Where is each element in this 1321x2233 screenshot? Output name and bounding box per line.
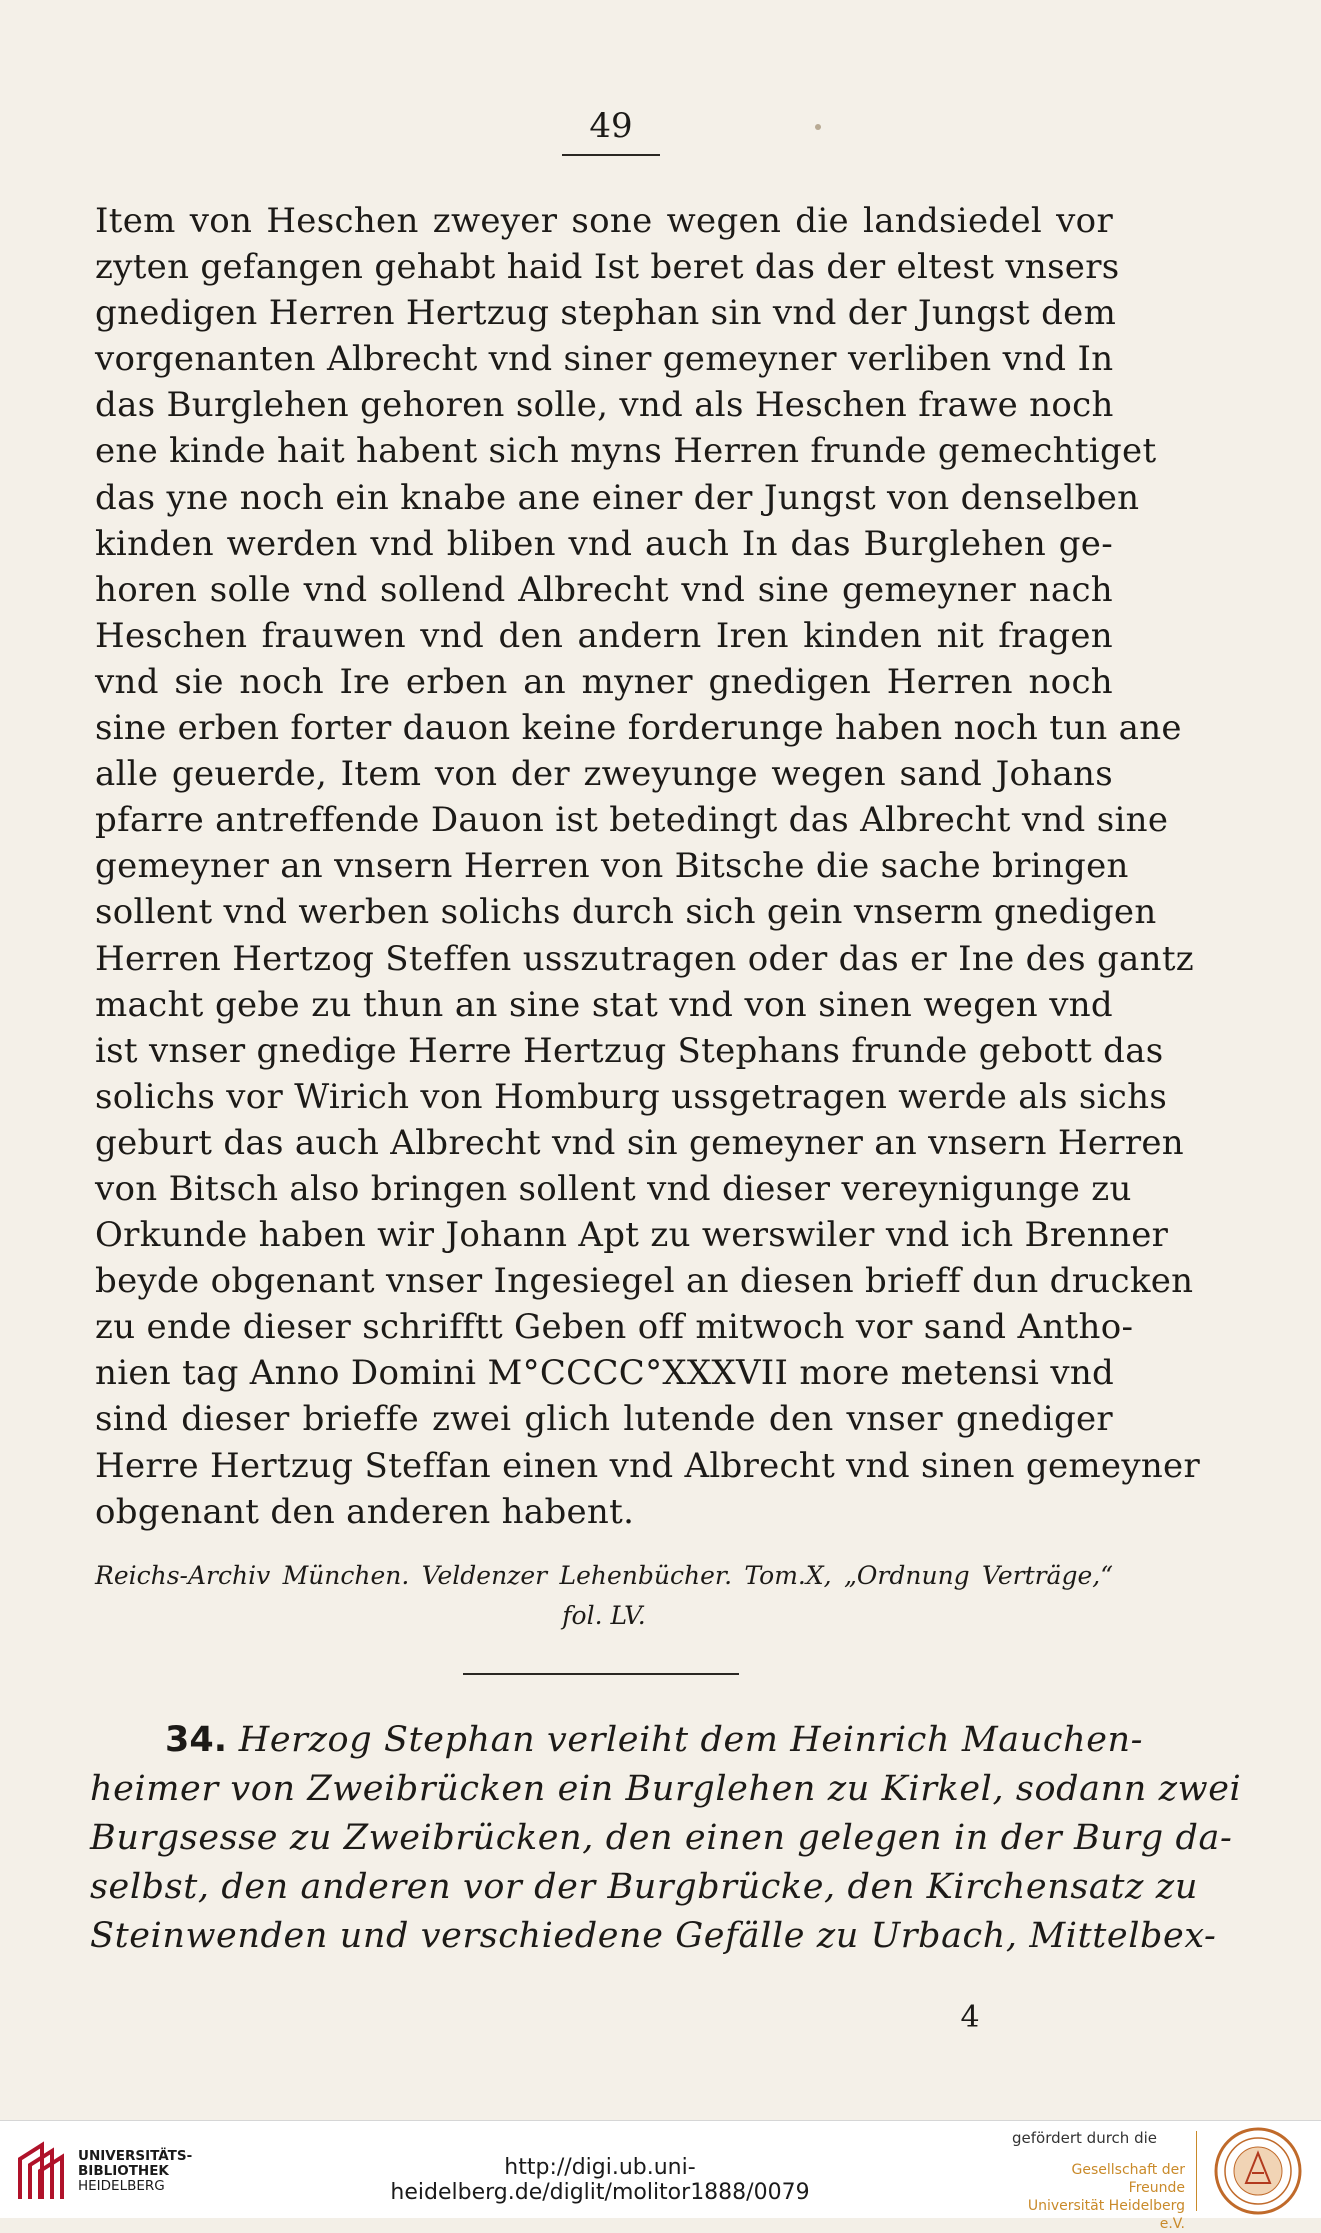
library-name: UNIVERSITÄTS- BIBLIOTHEK HEIDELBERG	[78, 2148, 193, 2194]
sponsor-divider	[1196, 2131, 1197, 2211]
text-line: sine erben forter dauon keine forderunge haben noch tun ane	[95, 708, 1182, 749]
heading-line: Burgsesse zu Zweibrücken, den einen gelegen in der Burg da-	[90, 1818, 1233, 1858]
text-line: sollent vnd werben solichs durch sich gein vnserm gnedigen	[95, 892, 1157, 933]
heading-text: Herzog Stephan verleiht dem Heinrich Mauchen-	[238, 1720, 1144, 1760]
heading-line: Steinwenden und verschiedene Gefälle zu Urbach, Mittelbex-	[90, 1916, 1217, 1956]
text-line: Heschen frauwen vnd den andern Iren kinden nit fragen	[95, 615, 1113, 656]
document-body	[95, 198, 1201, 1535]
source-citation	[95, 1556, 1113, 1636]
heading-line	[90, 1716, 1144, 1765]
section-number: 34.	[165, 1720, 228, 1760]
citation-line: Reichs-Archiv München. Veldenzer Lehenbücher. Tom.X, „Ordnung Verträge,“	[95, 1561, 1113, 1590]
footer-bar	[0, 2120, 1321, 2232]
text-line: Orkunde haben wir Johann Apt zu werswiler vnd ich Brenner	[95, 1215, 1169, 1256]
text-line: pfarre antreffende Dauon ist betedingt das Albrecht vnd sine	[95, 800, 1169, 841]
text-line: obgenant den anderen habent.	[95, 1491, 635, 1532]
page-number: 49	[589, 106, 633, 146]
text-line: ist vnser gnedige Herre Hertzug Stephans frunde gebott das	[95, 1030, 1164, 1071]
heading-line: selbst, den anderen vor der Burgbrücke, den Kirchensatz zu	[90, 1867, 1198, 1907]
text-line: ene kinde hait habent sich myns Herren frunde gemechtiget	[95, 431, 1157, 472]
text-line: beyde obgenant vnser Ingesiegel an diesen brieff dun drucken	[95, 1261, 1194, 1302]
text-line: sind dieser brieffe zwei glich lutende den vnser gnediger	[95, 1399, 1113, 1440]
text-line: vorgenanten Albrecht vnd siner gemeyner verliben vnd In	[95, 339, 1114, 380]
sponsor-name: Gesellschaft der Freunde Universität Heidelberg e.V.	[1027, 2162, 1185, 2232]
text-line: Item von Heschen zweyer sone wegen die landsiedel vor	[95, 201, 1113, 241]
text-line: gnedigen Herren Hertzug stephan sin vnd der Jungst dem	[95, 293, 1117, 334]
text-line: horen solle vnd sollend Albrecht vnd sine gemeyner nach	[95, 569, 1113, 610]
text-line: alle geuerde, Item von der zweyunge wegen sand Johans	[95, 754, 1113, 795]
university-seal-icon	[1214, 2127, 1302, 2215]
text-line: gemeyner an vnsern Herren von Bitsche die sache bringen	[95, 846, 1129, 887]
heading-line: heimer von Zweibrücken ein Burglehen zu Kirkel, sodann zwei	[90, 1769, 1242, 1809]
text-line: nien tag Anno Domini M°CCCC°XXXVII more metensi vnd	[95, 1353, 1115, 1394]
text-line: von Bitsch also bringen sollent vnd dieser vereynigunge zu	[95, 1168, 1132, 1209]
text-line: solichs vor Wirich von Homburg ussgetragen werde als sichs	[95, 1076, 1168, 1117]
ub-heidelberg-logo-icon	[14, 2141, 72, 2203]
page-number-rule	[562, 154, 660, 156]
citation-folio: fol. LV.	[562, 1601, 646, 1630]
signature-mark: 4	[960, 2000, 980, 2035]
text-line: vnd sie noch Ire erben an myner gnedigen Herren noch	[95, 661, 1113, 702]
text-line: zyten gefangen gehabt haid Ist beret das der eltest vnsers	[95, 247, 1120, 288]
text-line: das yne noch ein knabe ane einer der Jungst von denselben	[95, 477, 1140, 518]
text-line: das Burglehen gehoren solle, vnd als Heschen frawe noch	[95, 385, 1114, 426]
text-line: geburt das auch Albrecht vnd sin gemeyner an vnsern Herren	[95, 1122, 1184, 1163]
permalink-url[interactable]: http://digi.ub.uni-heidelberg.de/diglit/molitor1888/0079	[390, 2155, 810, 2205]
sponsor-label: gefördert durch die	[1012, 2129, 1157, 2147]
section-divider	[463, 1673, 739, 1675]
text-line: macht gebe zu thun an sine stat vnd von sinen wegen vnd	[95, 984, 1113, 1025]
text-line: zu ende dieser schrifftt Geben off mitwoch vor sand Antho-	[95, 1307, 1134, 1348]
text-line: kinden werden vnd bliben vnd auch In das Burglehen ge-	[95, 523, 1113, 564]
text-line: Herren Hertzog Steffen usszutragen oder das er Ine des gantz	[95, 938, 1194, 979]
section-heading	[90, 1716, 1242, 1961]
paper-speck	[815, 124, 821, 130]
text-line: Herre Hertzug Steffan einen vnd Albrecht vnd sinen gemeyner	[95, 1445, 1201, 1486]
